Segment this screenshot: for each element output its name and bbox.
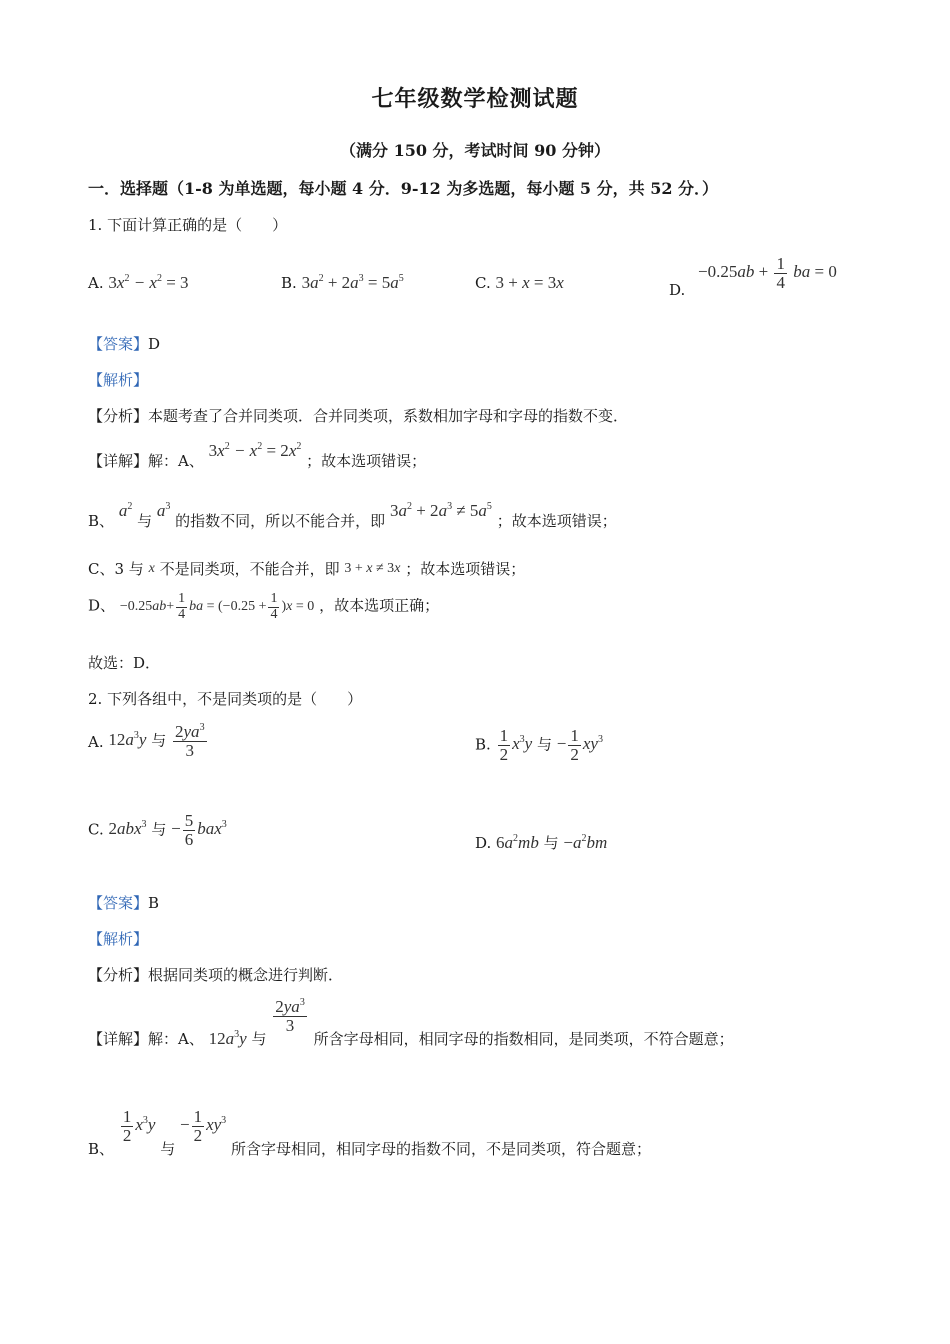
q2-option-a-formula: $12a^3y$ xyxy=(108,730,147,750)
q2-stem: 2. 下列各组中，不是同类项的是（ ） xyxy=(88,690,363,708)
q2-option-b[interactable]: B. $\frac{1}{2}$ $x^3y$ 与 − $\frac{1}{2}$ $xy^3$ xyxy=(475,726,603,764)
q2-option-d-formula: $6a^2mb$ xyxy=(496,833,539,852)
q2-detail-a: 【详解】解：A、 $12a^3y$ 与 $\frac{2ya^3}{3}$ 所含字母相同，相同字母的指数相同，是同类项，不符合题意； xyxy=(88,997,734,1049)
q1-option-b[interactable]: B. $3a^2 + 2a^3 = 5a^5$ xyxy=(281,273,404,292)
q1-option-a[interactable]: A. $3x^2 - x^2 = 3$ xyxy=(88,273,189,292)
q1-detail-a-formula: $3x^2 - x^2 = 2x^2$ xyxy=(208,441,302,460)
q1-detail-b-formula: $3a^2 + 2a^3 \ne 5a^5$ xyxy=(389,501,492,520)
q1-detail-c-formula: 3 + x ≠ 3x xyxy=(344,561,401,576)
q1-conclusion: 故选：D． xyxy=(88,654,161,672)
q1-analysis-tag: 【解析】 xyxy=(88,371,149,389)
exam-info: （满分 150 分，考试时间 90 分钟） xyxy=(340,141,610,160)
q2-answer: 【答案】B xyxy=(88,894,160,912)
q1-stem: 1. 下面计算正确的是（ ） xyxy=(88,216,288,234)
page-title: 七年级数学检测试题 xyxy=(371,86,579,112)
q1-option-a-formula: $3x^2 - x^2 = 3$ xyxy=(108,273,189,292)
section-heading: 一．选择题（1-8 为单选题，每小题 4 分．9-12 为多选题，每小题 5 分，共 52 分．） xyxy=(88,179,719,198)
q1-detail-c: C、3 与 x 不是同类项，不能合并，即 3 + x ≠ 3x ；故本选项错误； xyxy=(88,560,526,578)
q1-option-d[interactable]: D. −0.25ab + $\frac{1}{4}$ ba = 0 xyxy=(669,254,837,300)
q1-detail-d: D、 −0.25ab+ $\frac{1}{4}$ ba = (−0.25 + $\frac{1}{4}$ )x = 0 ，故本选项正确； xyxy=(88,591,440,622)
q1-option-c-formula: 3 + x = 3x xyxy=(495,273,564,292)
q1-detail-a: 【详解】解：A、 $3x^2 - x^2 = 2x^2$ ；故本选项错误； xyxy=(88,441,427,470)
q1-option-d-formula: −0.25ab + $\frac{1}{4}$ ba = 0 xyxy=(698,254,837,292)
q1-answer: 【答案】D xyxy=(88,335,161,353)
q2-option-c-formula: 2abx$^3$ xyxy=(108,819,147,839)
q2-detail-a-formula: $\frac{2ya^3}{3}$ xyxy=(275,997,305,1035)
q2-fenxi: 【分析】根据同类项的概念进行判断． xyxy=(88,966,344,984)
q2-option-d[interactable]: D. $6a^2mb$ 与 $-a^2bm$ xyxy=(475,833,608,852)
q2-detail-b-formula: − $\frac{1}{2}$ $xy^3$ xyxy=(179,1107,227,1145)
q1-fenxi: 【分析】本题考查了合并同类项．合并同类项，系数相加字母和字母的指数不变． xyxy=(88,407,629,425)
q2-option-b-formula: $\frac{1}{2}$ $x^3y$ xyxy=(499,726,533,764)
q1-detail-d-formula: −0.25ab+ $\frac{1}{4}$ ba = (−0.25 + $\frac{1}{4}$ )x = 0 xyxy=(119,591,315,622)
q1-option-c[interactable]: C. 3 + x = 3x xyxy=(475,273,564,292)
q2-detail-b: B、 $\frac{1}{2}$ $x^3y$ 与 − $\frac{1}{2}$ $xy^3$ 所含字母相同，相同字母的指数不同，不是同类项，符合题意； xyxy=(88,1107,651,1159)
q2-option-c[interactable]: C. 2abx$^3$ 与 − $\frac{5}{6}$ bax$^3$ xyxy=(88,811,227,849)
q1-option-b-formula: $3a^2 + 2a^3 = 5a^5$ xyxy=(301,273,404,292)
q2-option-a[interactable]: A. $12a^3y$ 与 $\frac{2ya^3}{3}$ xyxy=(88,722,205,760)
q2-analysis-tag: 【解析】 xyxy=(88,930,149,948)
q1-detail-b: B、 $a^2$ 与 $a^3$ 的指数不同，所以不能合并，即 $3a^2 + 2a^3 \ne 5a^5$ ；故本选项错误； xyxy=(88,501,617,530)
